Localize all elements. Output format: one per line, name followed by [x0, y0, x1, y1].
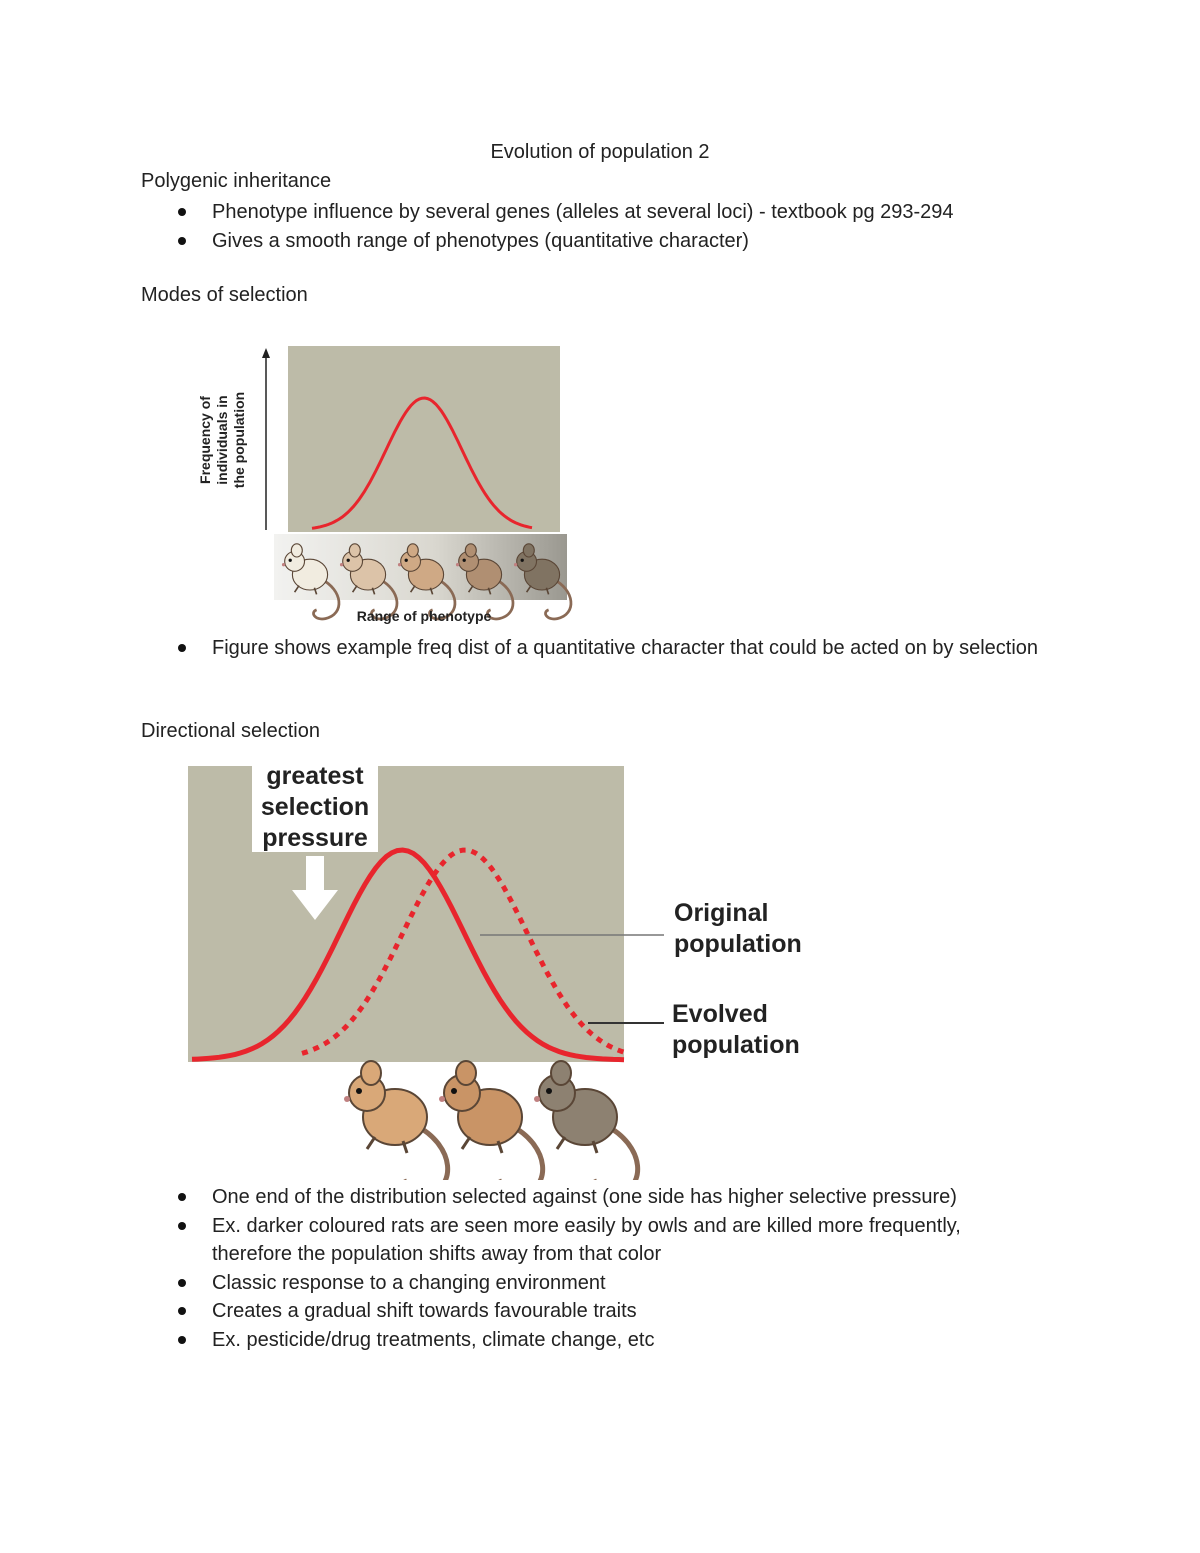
directional-selection-figure [180, 760, 840, 1180]
bullet-icon [178, 1222, 186, 1230]
svg-text:pressure: pressure [262, 824, 368, 852]
list-item: Ex. pesticide/drug treatments, climate change, etc [141, 1326, 1041, 1355]
svg-text:Original: Original [674, 899, 769, 927]
evolved-population-label [672, 1000, 800, 1059]
modes-list [141, 634, 1041, 663]
list-item: Classic response to a changing environment [141, 1269, 1041, 1298]
svg-text:the population: the population [231, 391, 247, 489]
y-axis-label [197, 392, 247, 488]
page-title: Evolution of population 2 [490, 141, 710, 163]
bullet-icon [178, 1307, 186, 1315]
mouse-icon [439, 1061, 543, 1180]
svg-text:population: population [674, 930, 802, 958]
svg-text:individuals in: individuals in [214, 395, 230, 485]
svg-text:Evolved: Evolved [672, 1000, 768, 1028]
pressure-label [261, 762, 369, 852]
x-axis-label: Range of phenotype [356, 608, 492, 624]
svg-text:selection: selection [260, 793, 370, 821]
bullet-icon [178, 1279, 186, 1287]
mouse-icon [344, 1061, 448, 1180]
bullet-icon [178, 237, 186, 245]
bullet-icon [178, 1193, 186, 1201]
list-item: Phenotype influence by several genes (alleles at several loci) - textbook pg 293-294 [141, 198, 1041, 227]
mouse-icon [534, 1061, 638, 1180]
heading-polygenic: Polygenic inheritance [141, 170, 332, 192]
svg-text:Frequency of: Frequency of [197, 396, 213, 484]
svg-text:population: population [672, 1031, 800, 1059]
list-item: Gives a smooth range of phenotypes (quantitative character) [141, 227, 1041, 256]
heading-modes: Modes of selection [141, 284, 308, 306]
directional-list [141, 1183, 1041, 1354]
list-item: One end of the distribution selected against (one side has higher selective pressure) [141, 1183, 1041, 1212]
polygenic-list [141, 198, 1041, 255]
bullet-icon [178, 644, 186, 652]
frequency-distribution-figure [180, 340, 580, 630]
original-population-label [674, 899, 802, 958]
list-item: Creates a gradual shift towards favourable traits [141, 1297, 1041, 1326]
bullet-icon [178, 1336, 186, 1344]
arrow-up-icon [262, 348, 270, 358]
list-item: Ex. darker coloured rats are seen more easily by owls and are killed more frequently, therefore the population shifts away from that color [141, 1212, 1041, 1269]
list-item: Figure shows example freq dist of a quantitative character that could be acted on by selection [141, 634, 1041, 663]
bullet-icon [178, 208, 186, 216]
heading-directional: Directional selection [141, 720, 320, 742]
svg-text:greatest: greatest [266, 762, 364, 790]
plot-panel [288, 346, 560, 532]
